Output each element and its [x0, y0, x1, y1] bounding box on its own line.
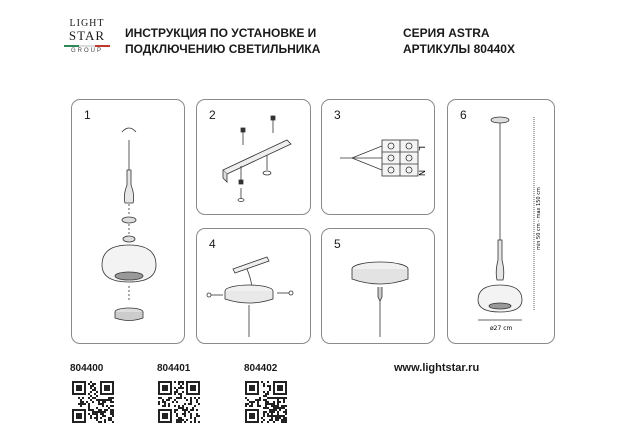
wiring-terminal-drawing [322, 100, 436, 216]
exploded-lamp-drawing [72, 100, 186, 345]
canopy-closed-drawing [322, 229, 436, 345]
article-804400: 804400 [70, 363, 104, 374]
logo-line-1: LIGHT [69, 18, 105, 29]
terminal-n-label: N [417, 170, 426, 176]
panel-step-6 [447, 99, 555, 344]
qr-code-804400[interactable] [72, 381, 114, 423]
step-number: 4 [209, 237, 216, 251]
page-title [125, 25, 320, 57]
qr-code-804401[interactable] [158, 381, 200, 423]
step-number: 6 [460, 108, 467, 122]
article-range: АРТИКУЛЫ 80440X [403, 42, 515, 56]
panel-step-4 [196, 228, 311, 344]
qr-code-804402[interactable] [245, 381, 287, 423]
dimensions-drawing [448, 100, 556, 345]
title-line-2: ПОДКЛЮЧЕНИЮ СВЕТИЛЬНИКА [125, 42, 321, 56]
mounting-bracket-drawing [197, 100, 312, 216]
panel-step-5 [321, 228, 435, 344]
step-number: 2 [209, 108, 216, 122]
series-block [403, 25, 515, 57]
brand-logo [64, 18, 110, 55]
step-number: 3 [334, 108, 341, 122]
logo-line-3: GROUP [70, 48, 103, 54]
diameter-label: ø27 cm [490, 325, 513, 332]
panel-step-3 [321, 99, 435, 215]
panel-step-1 [71, 99, 185, 344]
step-number: 1 [84, 108, 91, 122]
height-dimension-label: min 50 cm - max 150 cm [536, 187, 542, 250]
terminal-l-label: L [417, 146, 426, 151]
series-name: СЕРИЯ ASTRA [403, 26, 490, 40]
canopy-mount-drawing [197, 229, 312, 345]
article-804401: 804401 [157, 363, 191, 374]
logo-line-2: STAR [68, 28, 106, 43]
website-link[interactable]: www.lightstar.ru [394, 362, 480, 374]
step-number: 5 [334, 237, 341, 251]
title-line-1: ИНСТРУКЦИЯ ПО УСТАНОВКЕ И [125, 26, 317, 40]
panel-step-2 [196, 99, 311, 215]
article-804402: 804402 [244, 363, 278, 374]
